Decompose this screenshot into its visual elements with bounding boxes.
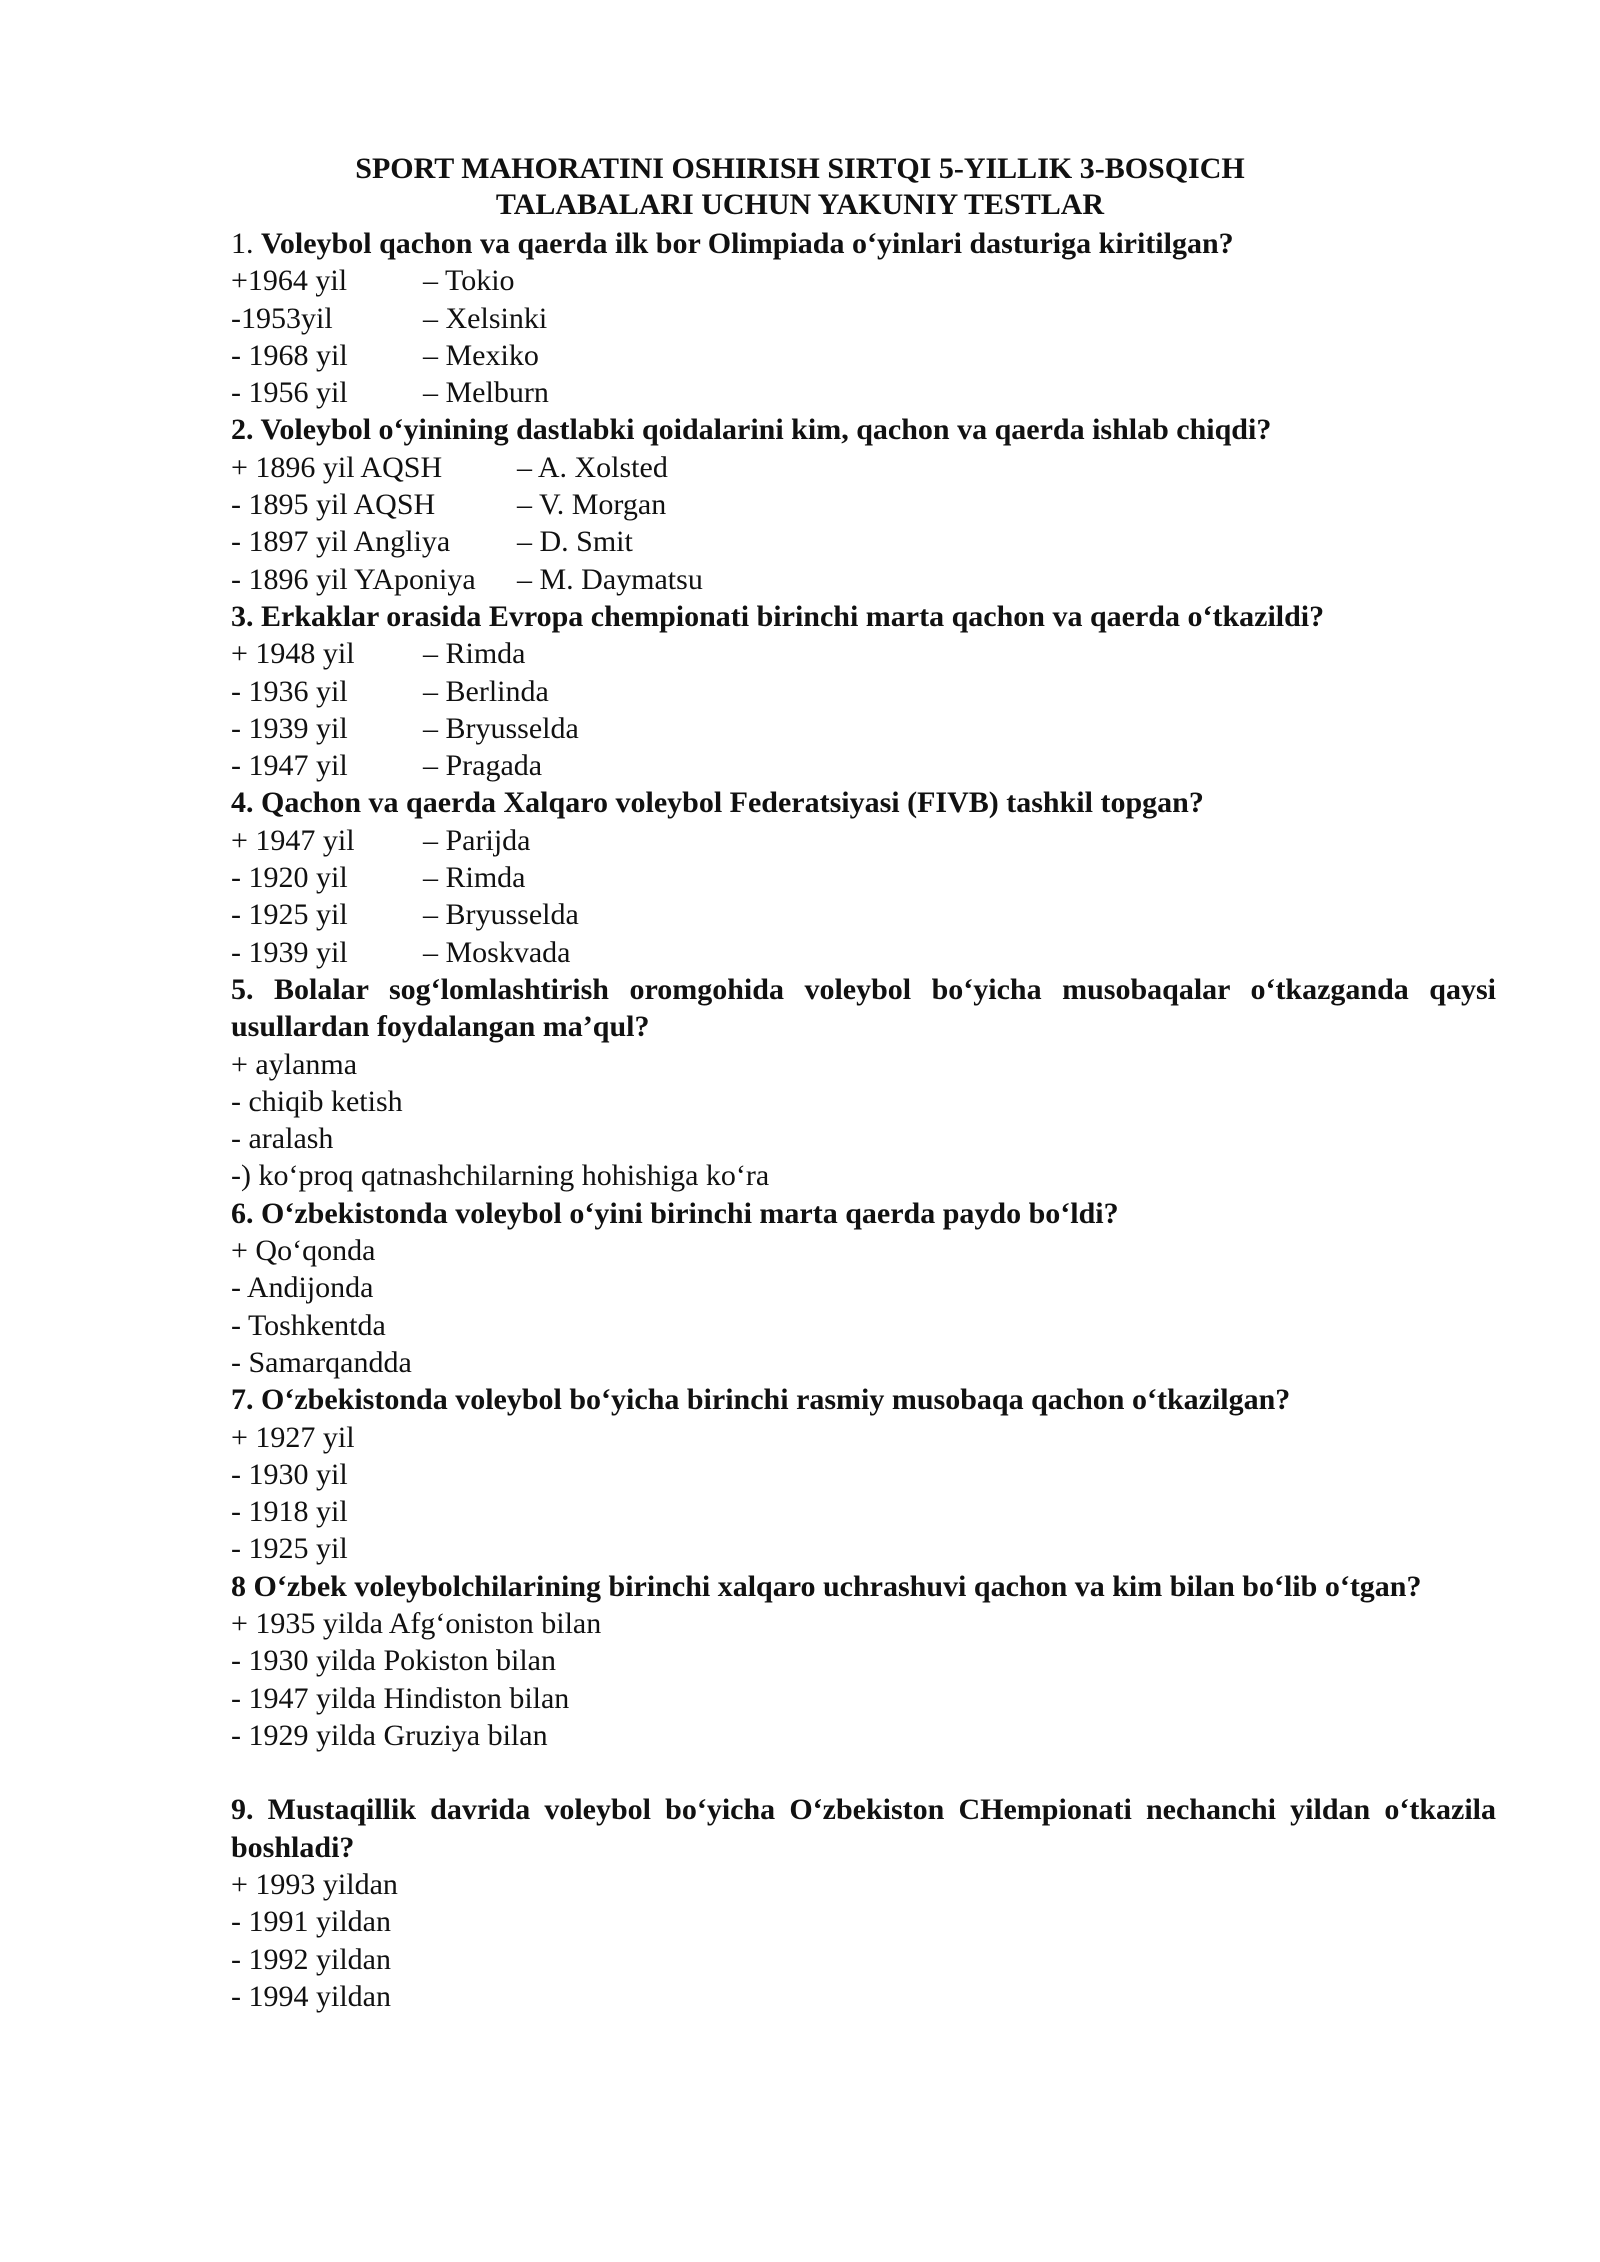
question-1-text: Voleybol qachon va qaerda ilk bor Olimpiada oʻyinlari dasturiga kiritilgan? xyxy=(261,227,1234,260)
question-9: 9. Mustaqillik davrida voleybol boʻyicha Oʻzbekiston CHempionati nechanchi yildan oʻtkazila boshladi? xyxy=(231,1793,1496,1864)
answer-option: - Toshkentda xyxy=(231,1308,386,1342)
answer-option: - 1947 yil – Pragada xyxy=(231,749,543,783)
test-content xyxy=(231,225,1496,2015)
answer-option: - 1918 yil xyxy=(231,1495,348,1529)
question-1-number: 1. xyxy=(231,227,261,260)
answer-option: - 1929 yilda Gruziya bilan xyxy=(231,1718,548,1752)
question-7: 7. Oʻzbekistonda voleybol boʻyicha birinchi rasmiy musobaqa qachon oʻtkazilgan? xyxy=(231,1383,1291,1417)
answer-option: - 1939 yil – Moskvada xyxy=(231,935,571,969)
answer-option: + 1948 yil – Rimda xyxy=(231,637,526,671)
answer-option: + aylanma xyxy=(231,1047,358,1081)
answer-option: - 1936 yil – Berlinda xyxy=(231,674,549,708)
answer-option: - 1895 yil AQSH – V. Morgan xyxy=(231,488,667,522)
document-title xyxy=(0,151,1600,223)
answer-option: + 1896 yil AQSH – A. Xolsted xyxy=(231,450,668,484)
question-5: 5. Bolalar sogʻlomlashtirish oromgohida voleybol boʻyicha musobaqalar oʻtkazganda qaysi usullardan foydalangan ma’qul? xyxy=(231,972,1496,1044)
answer-option: + Qoʻqonda xyxy=(231,1234,376,1268)
answer-option: + 1935 yilda Afgʻoniston bilan xyxy=(231,1606,602,1640)
answer-option: - 1947 yilda Hindiston bilan xyxy=(231,1681,570,1715)
answer-option: -1953yil – Xelsinki xyxy=(231,301,548,335)
answer-option: - 1920 yil – Rimda xyxy=(231,861,526,895)
answer-option: - 1994 yildan xyxy=(231,1979,391,2013)
answer-option: - 1991 yildan xyxy=(231,1905,391,1939)
title-line-2: TALABALARI UCHUN YAKUNIY TESTLAR xyxy=(495,188,1105,221)
answer-option: - 1992 yildan xyxy=(231,1942,391,1976)
answer-option: - 1925 yil xyxy=(231,1532,348,1566)
question-4: 4. Qachon va qaerda Xalqaro voleybol Federatsiyasi (FIVB) tashkil topgan? xyxy=(231,786,1204,820)
answer-option: -) koʻproq qatnashchilarning hohishiga koʻra xyxy=(231,1159,770,1193)
answer-option: - 1956 yil – Melburn xyxy=(231,376,549,410)
answer-option: - 1939 yil – Bryusselda xyxy=(231,711,579,745)
answer-option: - Samarqandda xyxy=(231,1345,412,1379)
answer-option: + 1947 yil – Parijda xyxy=(231,823,531,857)
question-6: 6. Oʻzbekistonda voleybol oʻyini birinchi marta qaerda paydo boʻldi? xyxy=(231,1196,1119,1230)
blank-line xyxy=(231,1754,1496,1791)
answer-option: - 1897 yil Angliya – D. Smit xyxy=(231,525,633,559)
answer-option: - 1930 yil xyxy=(231,1457,348,1491)
question-3: 3. Erkaklar orasida Evropa chempionati birinchi marta qachon va qaerda oʻtkazildi? xyxy=(231,599,1325,633)
answer-option: - 1930 yilda Pokiston bilan xyxy=(231,1644,556,1678)
answer-option: + 1993 yildan xyxy=(231,1868,398,1902)
answer-option: - Andijonda xyxy=(231,1271,374,1305)
question-1 xyxy=(231,225,1496,262)
answer-option: - 1896 yil YAponiya – M. Daymatsu xyxy=(231,562,703,596)
question-8: 8 Oʻzbek voleybolchilarining birinchi xalqaro uchrashuvi qachon va kim bilan boʻlib oʻtgan? xyxy=(231,1569,1422,1603)
answer-option: - chiqib ketish xyxy=(231,1084,403,1118)
title-line-1: SPORT MAHORATINI OSHIRISH SIRTQI 5-YILLIK 3-BOSQICH xyxy=(355,152,1245,185)
answer-option: - 1925 yil – Bryusselda xyxy=(231,898,579,932)
question-2: 2. Voleybol oʻyinining dastlabki qoidalarini kim, qachon va qaerda ishlab chiqdi? xyxy=(231,413,1272,447)
answer-option: +1964 yil – Tokio xyxy=(231,264,515,298)
answer-option: + 1927 yil xyxy=(231,1420,355,1454)
answer-option: - 1968 yil – Mexiko xyxy=(231,338,539,372)
answer-option: - aralash xyxy=(231,1122,334,1156)
